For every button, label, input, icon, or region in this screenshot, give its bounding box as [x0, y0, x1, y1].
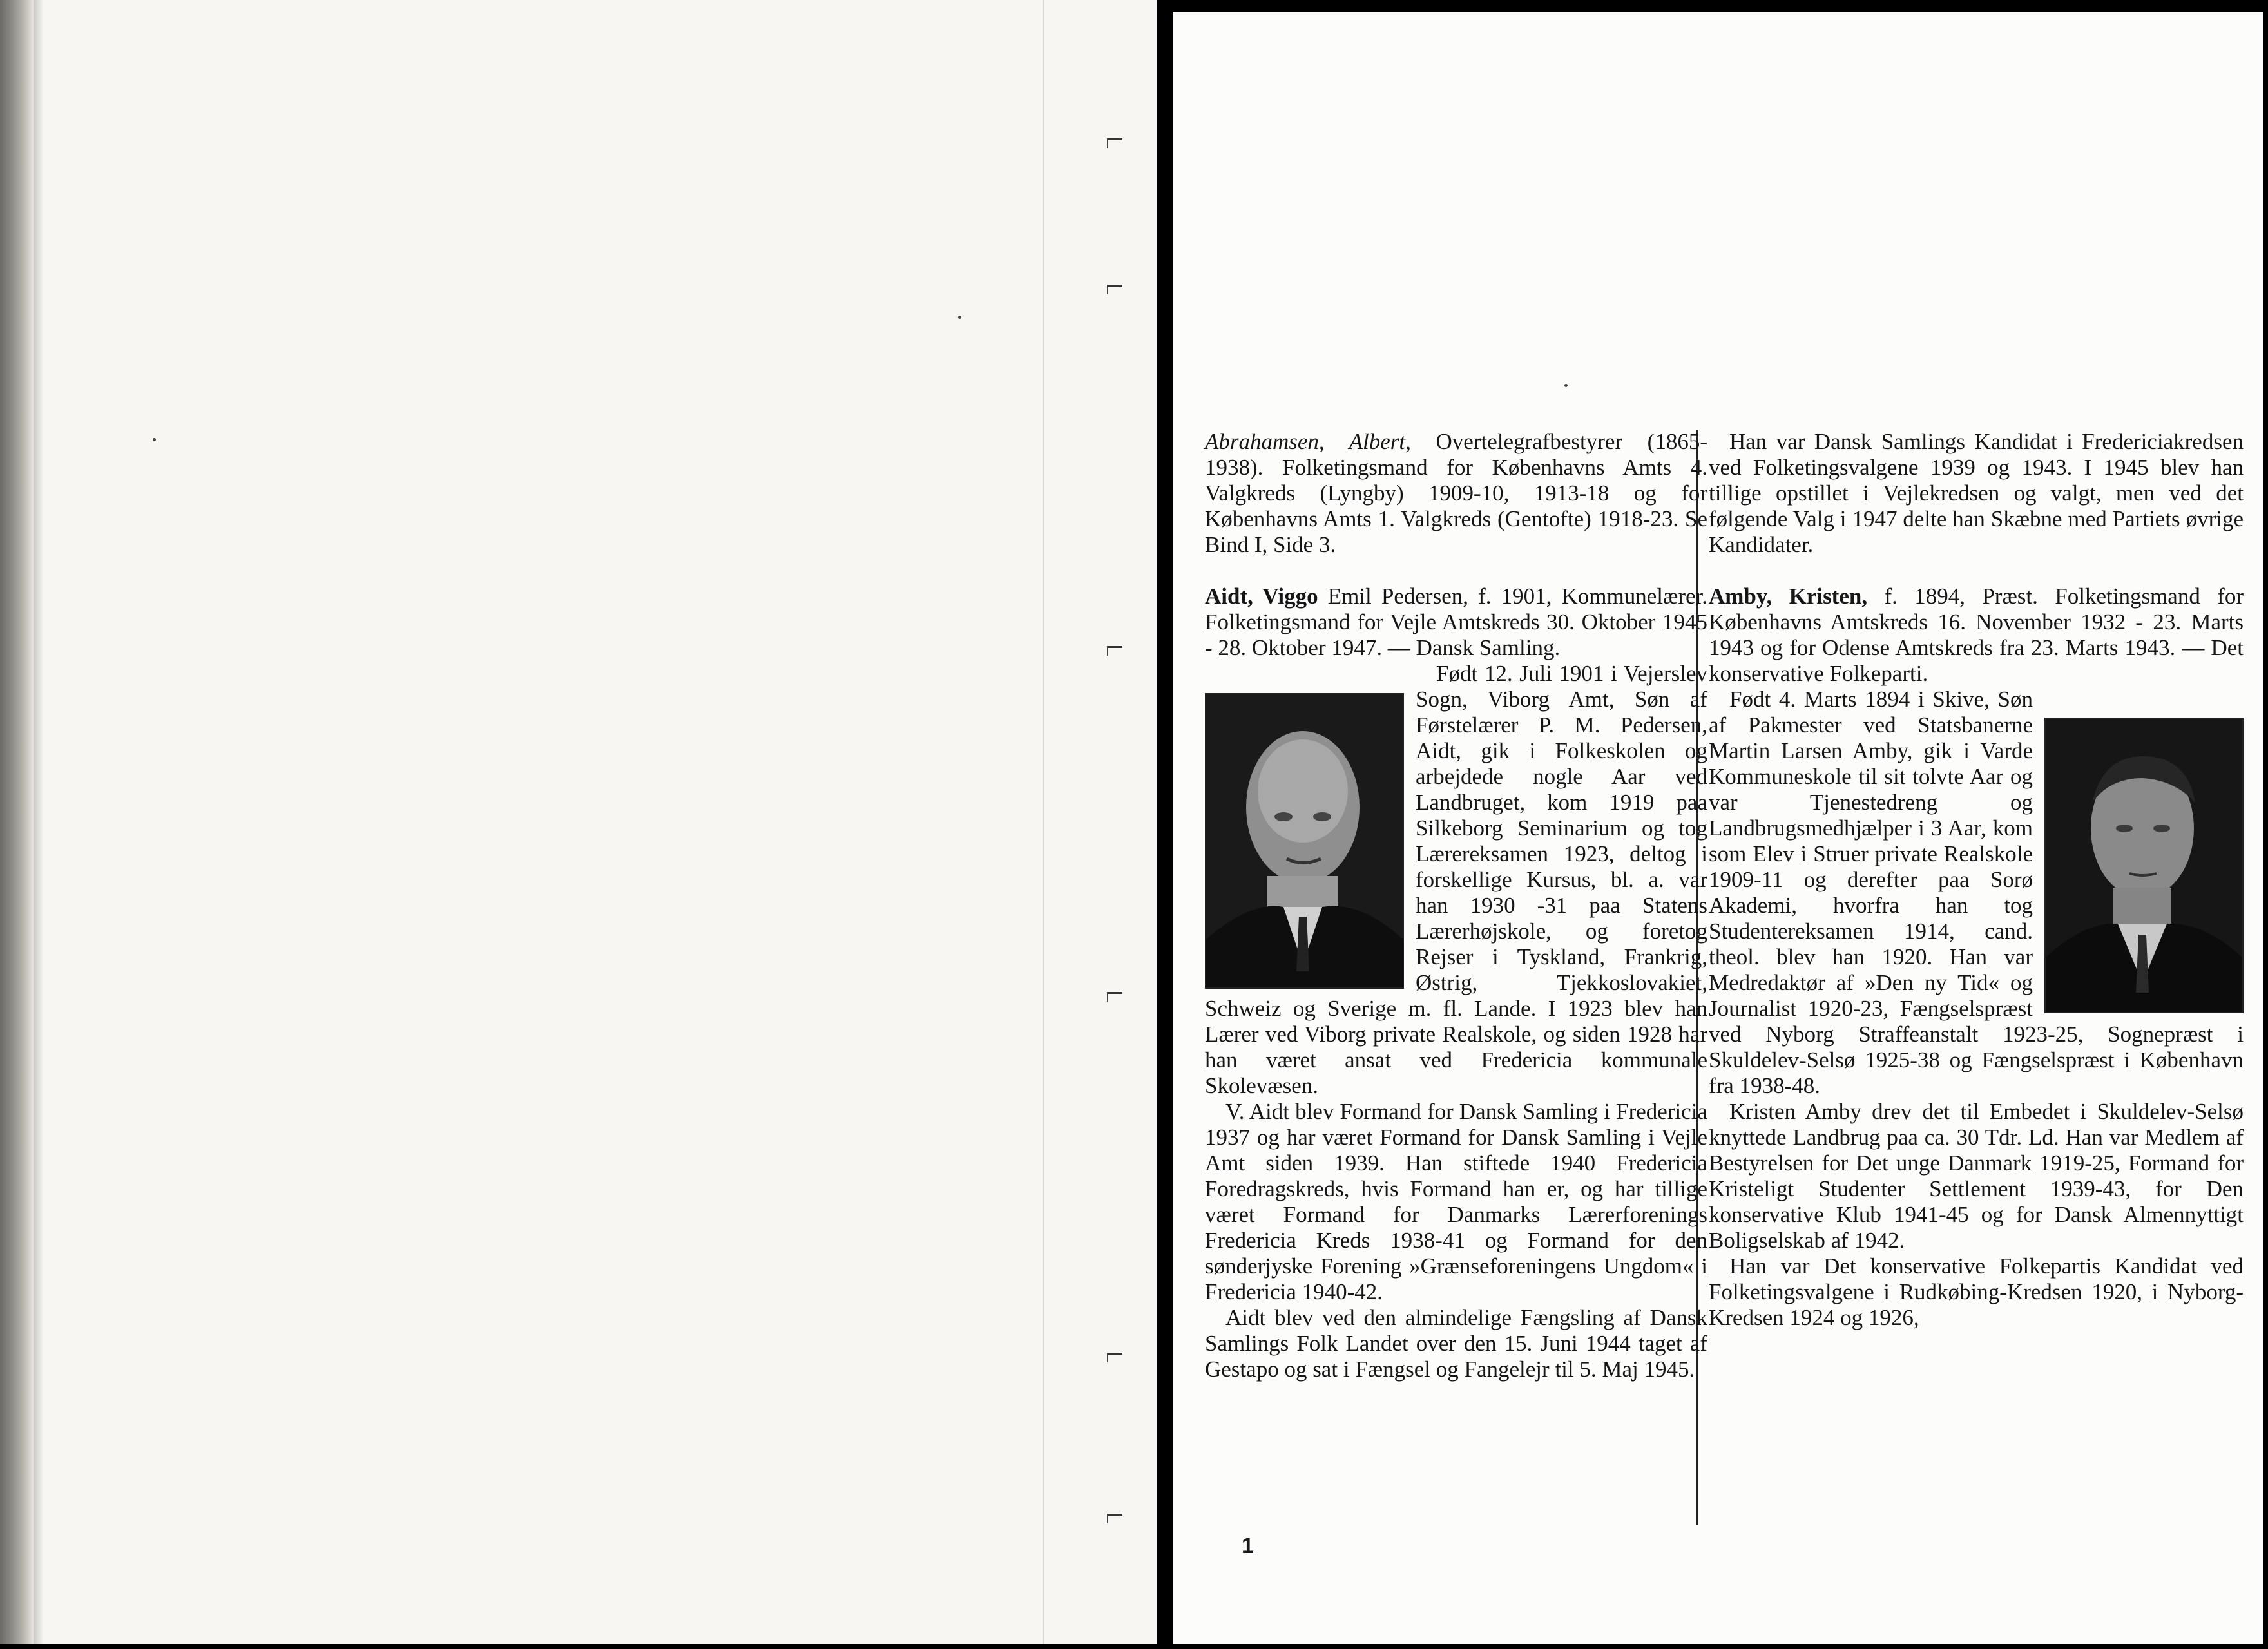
right-printed-page [1173, 12, 2263, 1644]
entry-amby-intro [1709, 584, 2244, 687]
page-number: 1 [1242, 1534, 1254, 1558]
gutter [1157, 0, 1173, 1649]
binding-staple [1107, 646, 1122, 656]
binding-staple [1107, 285, 1122, 294]
entry-amby-paragraph: Kristen Amby drev det til Embedet i Skuldelev-Selsø knyttede Landbrug paa ca. 30 Tdr. Ld. Han var Medlem af Bestyrelsen for Det unge Danmark 1919-25, Formand for Kristeligt Studenter Settlement 1939-43, for Den konservative Klub 1941-45 og for Dansk Almennyttigt Boligselskab af 1942. [1709, 1099, 2244, 1253]
entry-abrahamsen [1205, 429, 1707, 558]
binding-staple [1107, 1514, 1122, 1523]
entry-name: Amby, Kristen, [1709, 584, 1868, 609]
right-text-column [1709, 429, 2244, 1331]
left-text-column [1205, 429, 1707, 1530]
speck [1564, 384, 1568, 387]
portrait-aidt-image [1206, 694, 1403, 987]
entry-aidt-continued: Han var Dansk Samlings Kandidat i Fredericiakredsen ved Folketingsvalgene 1939 og 1943. I 1945 blev han tillige opstillet i Vejlekredsen og valgt, men ved det følgende Valg i 1947 delte han Skæbne med Partiets øvrige Kandidater. [1709, 429, 2244, 557]
entry-aidt-paragraph: Født 12. Juli 1901 i Vejerslev Sogn, Viborg Amt, Søn af Førstelærer P. M. Pedersen, Aidt, gik i Folkeskolen og arbejdede nogle Aar ved Landbruget, kom 1919 paa Silkeborg Seminarium og tog Lærereksamen 1923, deltog i forskellige Kursus, bl. a. var han 1930 -31 paa Statens Lærerhøjskole, og foretog Rejser i Tyskland, Frankrig, Østrig, Tjekkoslovakiet, Schweiz og Sverige m. fl. Lande. I 1923 blev han Lærer ved Viborg private Realskole, og siden 1928 har han været ansat ved Fredericia kommunale Skolevæsen. [1205, 661, 1707, 1098]
binding-staple [1107, 992, 1122, 1002]
binding-shadow [34, 0, 44, 1644]
entry-text: Overtelegrafbestyrer (1865-1938). Folketingsmand for Københavns Amts 4. Valgkreds (Lyngby) 1909-10, 1913-18 og for Københavns Amts 1. Valgkreds (Gentofte) 1918-23. Se Bind I, Side 3. [1205, 429, 1707, 557]
binding-edge [0, 0, 34, 1644]
portrait-amby-image [2046, 719, 2242, 1012]
entry-amby-paragraph: Født 4. Marts 1894 i Skive, Søn af Pakmester ved Statsbanerne Martin Larsen Amby, gik i Varde Kommuneskole til sit tolvte Aar og var Tjenestedreng og Landbrugsmedhjælper i 3 Aar, kom som Elev i Struer private Realskole 1909-11 og derefter paa Sorø Akademi, hvorfra han tog Studentereksamen 1914, cand. theol. blev han 1920. Han var Medredaktør af »Den ny Tid« og Journalist 1920-23, Fængselspræst ved Nyborg Straffeanstalt 1923-25, Sognepræst i Skuldelev-Selsø 1925-38 og Fængselspræst i København fra 1938-48. [1709, 687, 2244, 1098]
entry-aidt-paragraph: Aidt blev ved den almindelige Fængsling af Dansk Samlings Folk Landet over den 15. Juni 1944 taget af Gestapo og sat i Fængsel og Fangelejr til 5. Maj 1945. [1205, 1305, 1707, 1382]
speck [958, 316, 961, 319]
entry-amby-paragraph: Han var Det konservative Folkepartis Kandidat ved Folketingsvalgene i Rudkøbing-Kredsen 1920, i Nyborg-Kredsen 1924 og 1926, [1709, 1253, 2244, 1330]
entry-name: Aidt, Viggo [1205, 584, 1318, 609]
page-fold-line [1043, 0, 1044, 1644]
portrait-photo-amby [2044, 718, 2244, 1013]
speck [153, 438, 156, 441]
entry-text: Emil Pedersen, f. 1901, Kommunelærer. Folketingsmand for Vejle Amtskreds 30. Oktober 1945 - 28. Oktober 1947. — Dansk Samling. [1205, 584, 1707, 660]
entry-aidt-intro [1205, 584, 1707, 661]
binding-staple [1107, 1353, 1122, 1362]
entry-aidt-paragraph: V. Aidt blev Formand for Dansk Samling i Fredericia 1937 og har været Formand for Dansk Samling i Vejle Amt siden 1939. Han stiftede 1940 Fredericia Foredragskreds, hvis Formand han er, og har tillige været Formand for Danmarks Lærerforenings Fredericia Kreds 1938-41 og Formand for den sønderjyske Forening »Grænseforeningens Ungdom« i Fredericia 1940-42. [1205, 1099, 1707, 1304]
entry-name: Abrahamsen, Albert, [1205, 429, 1411, 454]
portrait-photo-aidt [1205, 693, 1404, 989]
binding-staple [1107, 138, 1122, 148]
entry-text: f. 1894, Præst. Folketingsmand for Københavns Amtskreds 16. November 1932 - 23. Marts 1943 og for Odense Amtskreds fra 23. Marts 1943. — Det konservative Folkeparti. [1709, 584, 2244, 686]
